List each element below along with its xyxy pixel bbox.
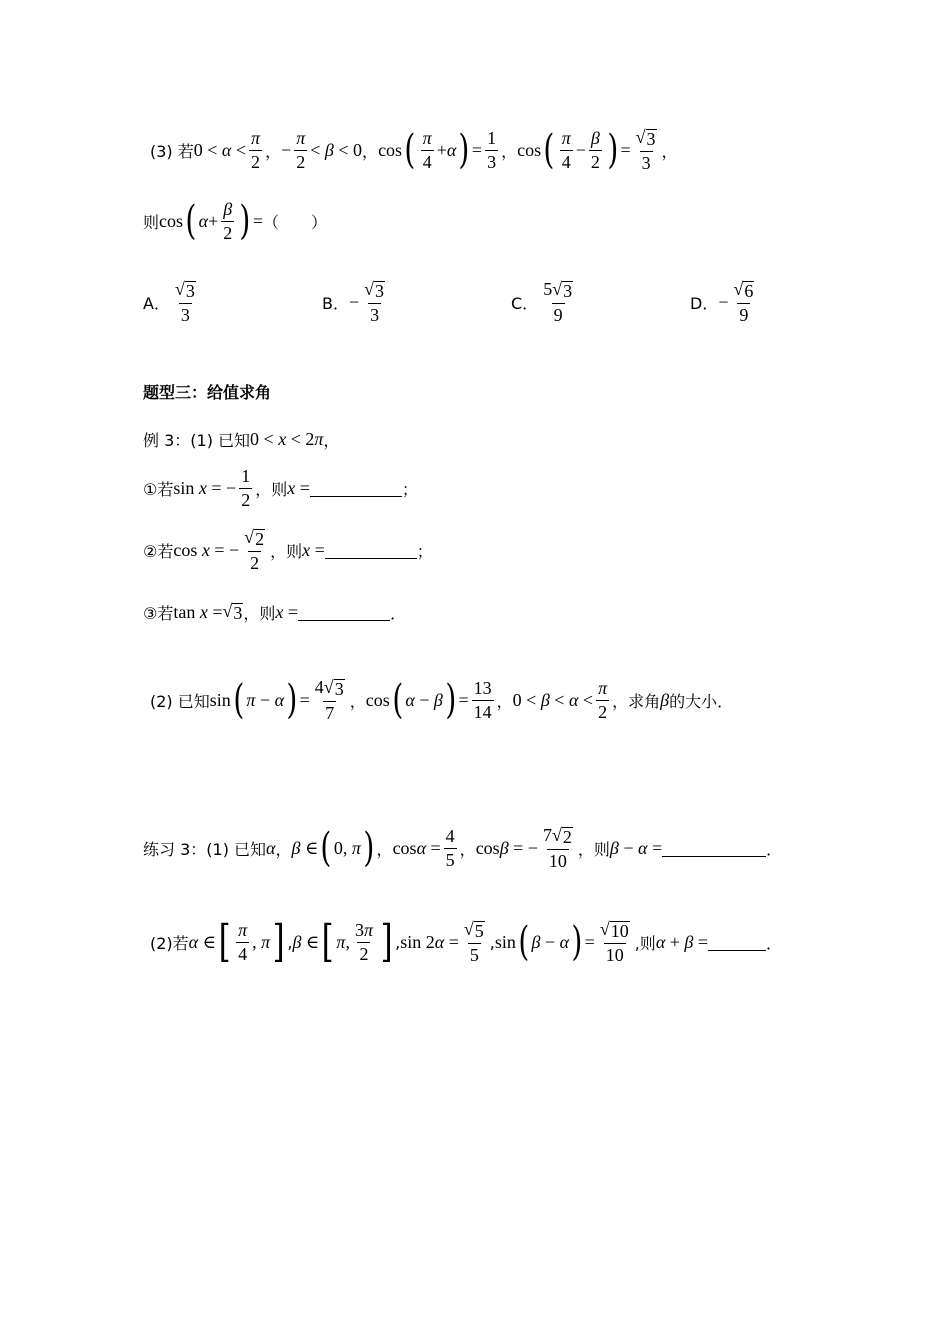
q3-question-line: 则 cos ( α + $\frac{\beta}{2}$ ) = （ ） — [143, 198, 328, 245]
answer-paren: （ ） — [263, 212, 328, 232]
answer-blank[interactable] — [708, 934, 766, 951]
answer-blank[interactable] — [310, 480, 402, 497]
option-c[interactable]: C． 5 √ 3 9 — [511, 279, 573, 325]
answer-blank[interactable] — [325, 542, 417, 559]
option-d[interactable]: D． − √ 6 9 — [690, 279, 754, 325]
practice3-part1: 练习 3：(1) 已知 α ， β ∈ ( 0, π ) ， cosα = $\frac{4}{5}$ ， cosβ = − 7 √ 2 10 ，则 β − α = ． — [143, 825, 783, 872]
ex3-item-2: ②若 cos x = − √ 2 2 ，则 x = ； — [143, 527, 433, 573]
answer-blank[interactable] — [298, 604, 390, 621]
q3-condition-line: (3) 若 0 < α < $\frac{\pi}{2}$ ， − $\frac{\pi}{2}$ < β < 0 ， cos ( $\frac{\pi}{4}$ +α ) = $\frac{1}{3}$ ， cos ( $\frac{\pi}{4}$ − $\frac{\beta}{2}$ ) = √ 3 3 ， — [150, 127, 678, 174]
option-b[interactable]: B． − √ 3 3 — [322, 279, 385, 325]
option-a[interactable]: A． √ 3 3 — [143, 279, 195, 325]
ex3-item-1: ①若 sin x = − $\frac{1}{2}$ ，则 x = ； — [143, 466, 418, 510]
ex3-item-3: ③若 tan x = √ 3 ，则 x = ． — [143, 601, 407, 624]
ex3-intro: 例 3：(1) 已知 0 < x < 2π ， — [143, 429, 340, 450]
ex3-part2: (2) 已知 sin ( π − α ) = 4 √ 3 7 ， cos ( α − β ) = $\frac{13}{14}$ ， 0 < β < α < $\frac{\pi}{2}$ ，求角 β 的大小． — [150, 677, 734, 724]
fraction: $\frac{\pi}{2}$ — [251, 128, 261, 172]
section-title: 题型三：给值求角 — [143, 383, 272, 402]
practice3-part2: (2)若 α ∈ [ $\frac{\pi}{4}$ , π ] , β ∈ [ π, $\frac{3\pi}{2}$ ] , sin 2α = √ 5 5 , sin ( β − α ) = √ 10 10 ,则 α + β = ． — [150, 916, 783, 968]
q3-label: (3) 若 — [150, 141, 194, 161]
answer-blank[interactable] — [662, 840, 766, 857]
